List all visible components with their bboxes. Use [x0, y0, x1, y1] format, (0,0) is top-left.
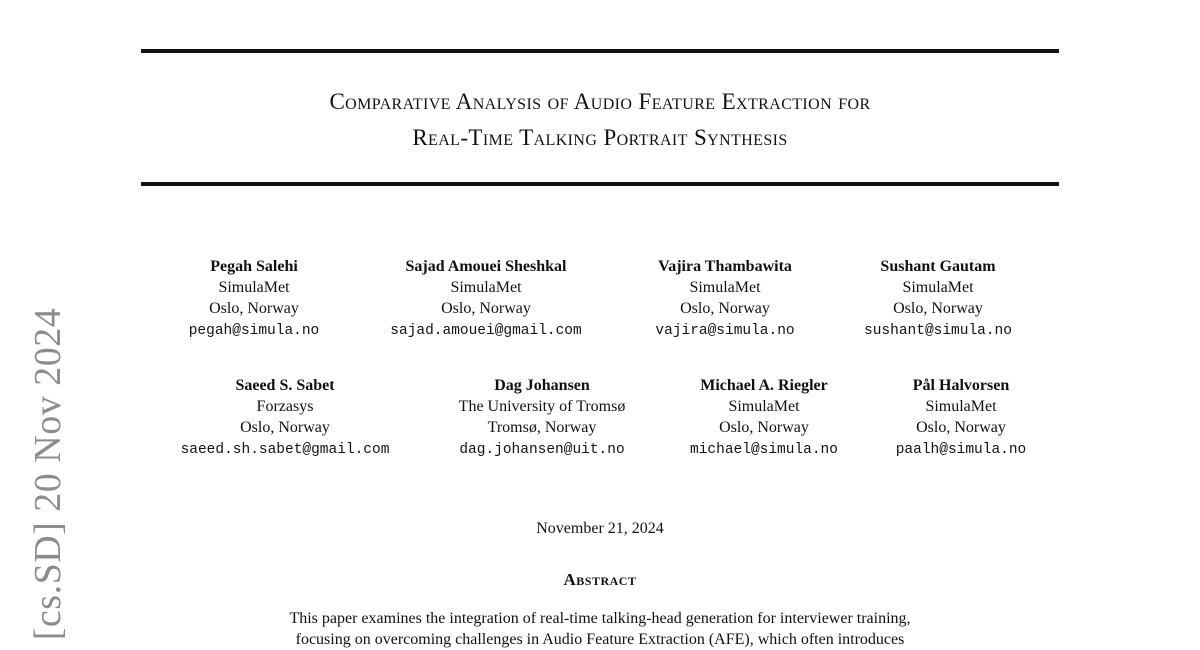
- title-rule-bottom: [141, 182, 1059, 186]
- title-line: Comparative Analysis of Audio Feature Extraction for: [329, 89, 871, 114]
- author-name: Vajira Thambawita: [658, 258, 792, 275]
- author-block: [655, 256, 794, 343]
- abstract-heading: Abstract: [563, 570, 637, 589]
- abstract-line: This paper examines the integration of real-time talking-head generation for interviewer training,: [289, 610, 911, 627]
- author-affiliation: SimulaMet: [689, 279, 761, 296]
- author-location: Oslo, Norway: [719, 419, 809, 436]
- author-block: [896, 375, 1027, 462]
- author-location: Oslo, Norway: [916, 419, 1006, 436]
- author-block: [390, 256, 581, 343]
- author-name: Sajad Amouei Sheshkal: [405, 258, 567, 275]
- arxiv-stamp: [cs.SD] 20 Nov 2024: [27, 307, 69, 641]
- paper-date: November 21, 2024: [536, 520, 664, 537]
- author-block: [690, 375, 838, 462]
- author-block: [181, 375, 390, 462]
- author-block: [189, 256, 320, 343]
- author-block: [459, 375, 626, 462]
- abstract-line: focusing on overcoming challenges in Audio Feature Extraction (AFE), which often introduces: [295, 631, 905, 648]
- author-location: Tromsø, Norway: [487, 419, 597, 436]
- author-email: pegah@simula.no: [188, 323, 320, 339]
- author-affiliation: SimulaMet: [902, 279, 974, 296]
- abstract-body: [200, 608, 1000, 650]
- paper-title: [141, 84, 1059, 156]
- author-affiliation: The University of Tromsø: [458, 398, 626, 415]
- author-name: Saeed S. Sabet: [235, 377, 335, 394]
- author-name: Dag Johansen: [494, 377, 590, 394]
- author-name: Sushant Gautam: [880, 258, 996, 275]
- author-email: vajira@simula.no: [655, 323, 795, 339]
- author-email: dag.johansen@uit.no: [459, 442, 625, 458]
- author-location: Oslo, Norway: [209, 300, 299, 317]
- author-affiliation: SimulaMet: [728, 398, 800, 415]
- author-affiliation: Forzasys: [256, 398, 314, 415]
- author-location: Oslo, Norway: [680, 300, 770, 317]
- title-line: Real-Time Talking Portrait Synthesis: [412, 125, 788, 150]
- author-affiliation: SimulaMet: [925, 398, 997, 415]
- author-email: michael@simula.no: [690, 442, 838, 458]
- author-name: Michael A. Riegler: [700, 377, 828, 394]
- author-email: sajad.amouei@gmail.com: [390, 323, 582, 339]
- author-email: paalh@simula.no: [895, 442, 1027, 458]
- title-rule-top: [141, 49, 1059, 53]
- author-location: Oslo, Norway: [441, 300, 531, 317]
- author-affiliation: SimulaMet: [450, 279, 522, 296]
- author-name: Pegah Salehi: [210, 258, 298, 275]
- author-email: saeed.sh.sabet@gmail.com: [180, 442, 390, 458]
- author-location: Oslo, Norway: [893, 300, 983, 317]
- author-block: [864, 256, 1012, 343]
- author-affiliation: SimulaMet: [218, 279, 290, 296]
- author-location: Oslo, Norway: [240, 419, 330, 436]
- author-name: Pål Halvorsen: [912, 377, 1010, 394]
- author-email: sushant@simula.no: [864, 323, 1012, 339]
